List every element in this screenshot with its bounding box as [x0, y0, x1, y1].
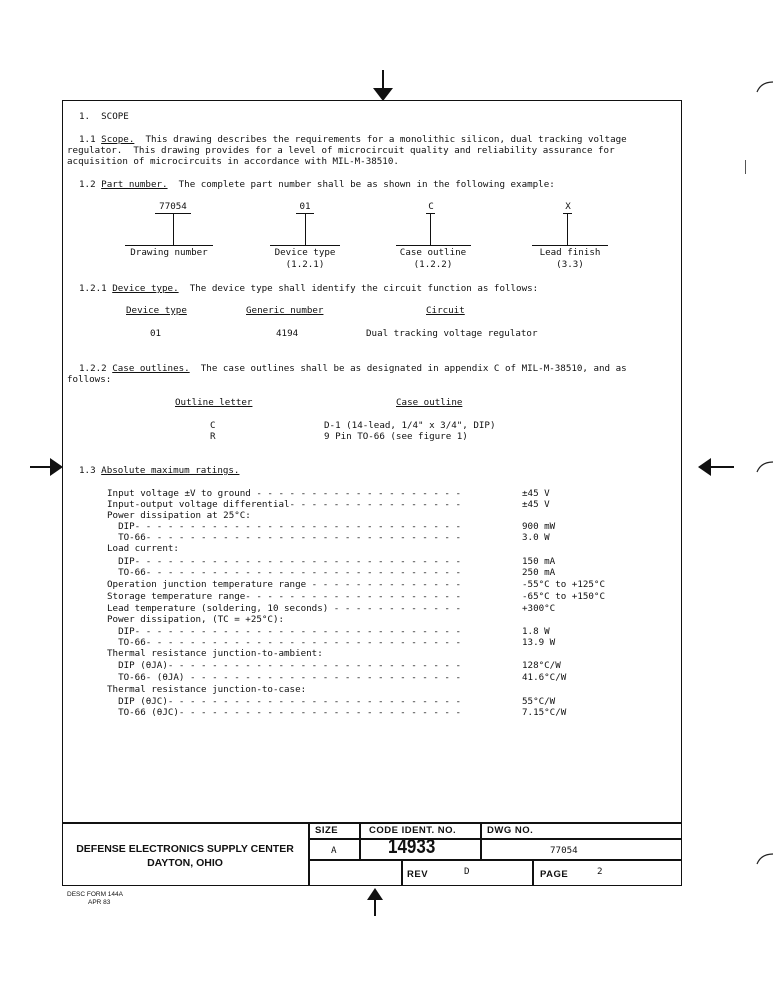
- left-registration-arrow-icon: [30, 456, 64, 478]
- case-table-header: Case outline: [396, 397, 463, 408]
- rating-label: DIP (θJC)- - - - - - - - - - - - - - - - - - - - - - - - - - -: [107, 696, 462, 707]
- lead-finish-label: Lead finish: [539, 247, 601, 258]
- paragraph-1-1-line-2: regulator. This drawing provides for a level of microcircuit quality and reliability assurance for: [67, 145, 615, 156]
- paragraph-1-1-line-1: 1.1 Scope. This drawing describes the requirements for a monolithic silicon, dual tracking voltage: [79, 134, 627, 145]
- rating-value: ±45 V: [522, 488, 550, 499]
- bottom-registration-arrow-icon: [365, 887, 385, 917]
- device-type-label: Device type: [274, 247, 336, 258]
- dwg-no-label: DWG NO.: [487, 825, 534, 836]
- org-name: DEFENSE ELECTRONICS SUPPLY CENTER: [76, 843, 294, 855]
- rating-value: 128°C/W: [522, 660, 561, 671]
- rating-value: 900 mW: [522, 521, 556, 532]
- case-table-header: Outline letter: [175, 397, 253, 408]
- code-ident-label: CODE IDENT. NO.: [369, 825, 457, 836]
- right-registration-arrow-icon: [697, 456, 735, 478]
- rating-label: TO-66- - - - - - - - - - - - - - - - - - - - - - - - - - - - -: [107, 567, 462, 578]
- paragraph-1-2-1: 1.2.1 Device type. The device type shall identify the circuit function as follows:: [79, 283, 539, 294]
- page-value: 2: [597, 866, 603, 877]
- rating-label: Power dissipation at 25°C:: [107, 510, 251, 521]
- lead-finish-ref: (3.3): [556, 259, 584, 270]
- rating-value: 150 mA: [522, 556, 556, 567]
- rating-value: 41.6°C/W: [522, 672, 567, 683]
- case-table-cell: D-1 (14-lead, 1/4" x 3/4", DIP): [324, 420, 496, 431]
- device-table-header: Generic number: [246, 305, 324, 316]
- binder-mark-icon: [755, 460, 775, 474]
- rating-label: Storage temperature range- - - - - - - - - - - - - - - - - - - -: [107, 591, 462, 602]
- rating-label: DIP- - - - - - - - - - - - - - - - - - - - - - - - - - - - - -: [107, 626, 462, 637]
- case-table-cell: R: [210, 431, 216, 442]
- rating-value: 13.9 W: [522, 637, 556, 648]
- rating-value: 3.0 W: [522, 532, 550, 543]
- rating-value: +300°C: [522, 603, 556, 614]
- form-number: DESC FORM 144A: [67, 891, 123, 898]
- binder-mark-icon: [755, 80, 775, 94]
- margin-mark: [745, 160, 746, 174]
- rating-label: Thermal resistance junction-to-ambient:: [107, 648, 323, 659]
- paragraph-1-2-2-line-1: 1.2.2 Case outlines. The case outlines shall be as designated in appendix C of MIL-M-38510, and as: [79, 363, 627, 374]
- paragraph-1-2-2-line-2: follows:: [67, 374, 112, 385]
- case-outline-value: C: [428, 201, 434, 212]
- rating-value: -65°C to +150°C: [522, 591, 605, 602]
- rating-label: DIP (θJA)- - - - - - - - - - - - - - - - - - - - - - - - - - -: [107, 660, 462, 671]
- rating-label: Thermal resistance junction-to-case:: [107, 684, 307, 695]
- rev-value: D: [464, 866, 470, 877]
- device-type-value: 01: [299, 201, 311, 212]
- code-ident-value: 14933: [388, 836, 436, 858]
- lead-finish-value: X: [565, 201, 571, 212]
- size-value: A: [331, 845, 337, 856]
- drawing-number-label: Drawing number: [130, 247, 208, 258]
- device-table-cell: Dual tracking voltage regulator: [366, 328, 538, 339]
- page-label: PAGE: [540, 869, 569, 880]
- device-table-cell: 01: [150, 328, 162, 339]
- rating-label: TO-66 (θJC)- - - - - - - - - - - - - - - - - - - - - - - - - -: [107, 707, 462, 718]
- case-outline-ref: (1.2.2): [413, 259, 453, 270]
- case-outline-label: Case outline: [399, 247, 467, 258]
- org-location: DAYTON, OHIO: [147, 857, 223, 869]
- device-table-cell: 4194: [276, 328, 299, 339]
- rating-value: -55°C to +125°C: [522, 579, 605, 590]
- paragraph-1-3: 1.3 Absolute maximum ratings.: [79, 465, 240, 476]
- rating-value: 7.15°C/W: [522, 707, 567, 718]
- binder-mark-icon: [755, 852, 775, 866]
- top-registration-arrow-icon: [370, 70, 396, 102]
- drawing-number-value: 77054: [159, 201, 187, 212]
- paragraph-1-2: 1.2 Part number. The complete part number shall be as shown in the following example:: [79, 179, 555, 190]
- device-table-header: Circuit: [426, 305, 465, 316]
- paragraph-1-1-line-3: acquisition of microcircuits in accordance with MIL-M-38510.: [67, 156, 399, 167]
- case-table-cell: C: [210, 420, 216, 431]
- rating-label: Load current:: [107, 543, 179, 554]
- rating-value: ±45 V: [522, 499, 550, 510]
- rating-label: Input voltage ±V to ground - - - - - - - - - - - - - - - - - - -: [107, 488, 462, 499]
- section-heading: 1. SCOPE: [79, 111, 129, 122]
- rating-label: Operation junction temperature range - - - - - - - - - - - - - -: [107, 579, 462, 590]
- size-label: SIZE: [315, 825, 339, 836]
- rating-label: Input-output voltage differential- - - - - - - - - - - - - - - -: [107, 499, 462, 510]
- rev-label: REV: [407, 869, 429, 880]
- dwg-no-value: 77054: [550, 845, 578, 856]
- rating-label: DIP- - - - - - - - - - - - - - - - - - - - - - - - - - - - - -: [107, 556, 462, 567]
- device-table-header: Device type: [126, 305, 187, 316]
- rating-label: Lead temperature (soldering, 10 seconds) - - - - - - - - - - - -: [107, 603, 462, 614]
- form-date: APR 83: [88, 899, 111, 906]
- rating-value: 55°C/W: [522, 696, 556, 707]
- rating-value: 1.8 W: [522, 626, 550, 637]
- device-type-ref: (1.2.1): [285, 259, 325, 270]
- rating-label: TO-66- - - - - - - - - - - - - - - - - - - - - - - - - - - - -: [107, 532, 462, 543]
- rating-label: TO-66- (θJA) - - - - - - - - - - - - - - - - - - - - - - - - -: [107, 672, 462, 683]
- rating-label: DIP- - - - - - - - - - - - - - - - - - - - - - - - - - - - - -: [107, 521, 462, 532]
- case-table-cell: 9 Pin TO-66 (see figure 1): [324, 431, 468, 442]
- rating-label: Power dissipation, (TC = +25°C):: [107, 614, 285, 625]
- rating-value: 250 mA: [522, 567, 556, 578]
- rating-label: TO-66- - - - - - - - - - - - - - - - - - - - - - - - - - - - -: [107, 637, 462, 648]
